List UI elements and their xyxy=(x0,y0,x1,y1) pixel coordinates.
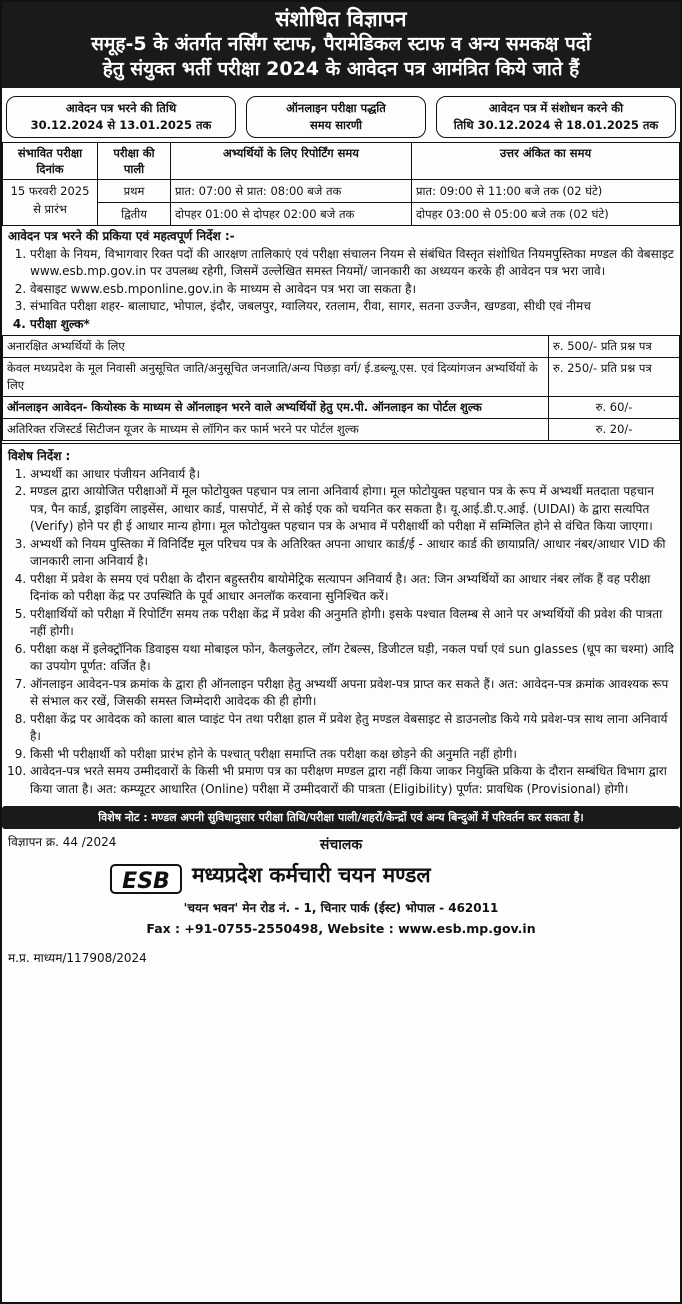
list-item: 10. आवेदन-पत्र भरते समय उम्मीदवारों के किसी भी प्रमाण पत्र का परीक्षण मण्डल द्वारा नहीं किया जाकर नियुक्ति प्रकिया के दौरान सम्बंधित विभाग द्वारा किया जाता है। अत: कम्प्यूटर आधारित (Online) परीक्षा में उम्मीदवारों की पात्रता (Eligibility) पूर्णत: प्रावधिक (Provisional) होगी। xyxy=(30,763,674,798)
contact-line: Fax : +91-0755-2550498, Website : www.esb.mp.gov.in xyxy=(146,921,536,936)
exam-date-cell: 15 फरवरी 2025 से प्रारंभ xyxy=(3,180,98,226)
reporting-time-cell: दोपहर 01:00 से दोपहर 02:00 बजे तक xyxy=(171,203,412,226)
list-item: 4. परीक्षा शुल्क* xyxy=(30,316,674,334)
header-banner xyxy=(2,2,680,88)
shift-cell: द्वितीय xyxy=(98,203,171,226)
fee-desc: ऑनलाइन आवेदन- कियोस्क के माध्यम से ऑनलाइन भरने वाले अभ्यर्थियों हेतु एम.पी. ऑनलाइन का पोर्टल शुल्क xyxy=(3,397,549,419)
online-method-sub: समय सारणी xyxy=(309,118,363,132)
subtitle-line-2: हेतु संयुक्त भर्ती परीक्षा 2024 के आवेदन पत्र आमंत्रित किये जाते हैं xyxy=(102,58,580,80)
apply-date-label: आवेदन पत्र भरने की तिथि xyxy=(65,101,177,115)
process-list xyxy=(8,246,674,334)
online-method-box xyxy=(246,96,426,138)
list-item: 2. मण्डल द्वारा आयोजित परीक्षाओं में मूल फोटोयुक्त पहचान पत्र लाना अनिवार्य होगा। मूल फोटोयुक्त पहचान पत्र के रूप में अभ्यर्थी मतदाता पहचान पत्र, पैन कार्ड, ड्राइविंग लाइसेंस, आधार कार्ड, पासपोर्ट, में से कोई एक को चयनित कर सकता है। यू.आई.डी.ए.आई. (UIDAI) के द्वारा सत्यपित (Verify) होने पर ही ई आधार मान्य होगा। मूल फोटोयुक्त पहचान पत्र के अभाव में परीक्षार्थी को परीक्षा में सम्मिलित होने से वंचित किया जाएगा। xyxy=(30,483,674,536)
list-item: 6. परीक्षा कक्ष में इलेक्ट्रॉनिक डिवाइस यथा मोबाइल फोन, कैलकुलेटर, लॉग टेबल्स, डिजीटल घड़ी, नकल पर्चा एवं sun glasses (धूप का चश्मा) आदि का उपयोग पूर्णत: वर्जित है। xyxy=(30,641,674,676)
director-label: संचालक xyxy=(319,837,363,853)
fee-amount: रु. 500/- प्रति प्रश्न पत्र xyxy=(549,336,680,358)
fee-amount: रु. 60/- xyxy=(549,397,680,419)
table-row xyxy=(3,336,680,358)
special-list xyxy=(8,466,674,799)
list-item: 7. ऑनलाइन आवेदन-पत्र क्रमांक के द्वारा ही ऑनलाइन परीक्षा हेतु अभ्यर्थी अपना प्रवेश-पत्र प्राप्त कर सकते हैं। अत: आवेदन-पत्र क्रमांक आवश्यक रूप से संभाल कर रखें, जिसकी समस्त जिम्मेदारी आवेदक की ही होगी। xyxy=(30,676,674,711)
special-note-banner: विशेष नोट : मण्डल अपनी सुविधानुसार परीक्षा तिथि/परीक्षा पाली/शहरों/केन्द्रों एवं अन्य बिन्दुओं में परिवर्तन कर सकता है। xyxy=(2,806,680,829)
table-row xyxy=(3,180,680,203)
answer-time-cell: प्रात: 09:00 से 11:00 बजे तक (02 घंटे) xyxy=(412,180,680,203)
schedule-header: उत्तर अंकित का समय xyxy=(412,143,680,180)
list-item: 3. संभावित परीक्षा शहर- बालाघाट, भोपाल, इंदौर, जबलपुर, ग्वालियर, रतलाम, रीवा, सागर, सतना उज्जैन, खण्डवा, सीधी एवं नीमच xyxy=(30,298,674,316)
process-section xyxy=(2,226,680,335)
edit-date-value: तिथि 30.12.2024 से 18.01.2025 तक xyxy=(453,118,659,132)
apply-date-value: 30.12.2024 से 13.01.2025 तक xyxy=(30,118,212,132)
online-method-label: ऑनलाइन परीक्षा पद्धति xyxy=(286,101,386,115)
publication-number: म.प्र. माध्यम/117908/2024 xyxy=(8,951,147,965)
schedule-header: संभावित परीक्षा दिनांक xyxy=(3,143,98,180)
edit-date-box xyxy=(436,96,676,138)
list-item: 2. वेबसाइट www.esb.mponline.gov.in के माध्यम से आवेदन पत्र भरा जा सकता है। xyxy=(30,281,674,299)
fee-table xyxy=(2,335,680,441)
page-title: संशोधित विज्ञापन xyxy=(275,7,407,31)
schedule-header: परीक्षा की पाली xyxy=(98,143,171,180)
list-item: 9. किसी भी परीक्षार्थी को परीक्षा प्रारंभ होने के पश्चात् परीक्षा समाप्ति तक परीक्षा कक्ष छोड़ने की अनुमति नहीं होगी। xyxy=(30,746,674,764)
date-boxes xyxy=(2,88,680,142)
esb-logo xyxy=(110,863,182,899)
apply-date-box xyxy=(6,96,236,138)
table-row xyxy=(3,358,680,397)
fee-desc: अतिरिक्त रजिस्टर्ड सिटीजन यूजर के माध्यम से लॉगिन कर फार्म भरने पर पोर्टल शुल्क xyxy=(3,419,549,441)
special-heading: विशेष निर्देश : xyxy=(8,449,71,463)
list-item: 8. परीक्षा केंद्र पर आवेदक को काला बाल प्वाइंट पेन तथा परीक्षा हाल में प्रवेश हेतु मण्डल वेबसाइट से डाउनलोड किये गये प्रवेश-पत्र साथ लाना अनिवार्य है। xyxy=(30,711,674,746)
footer xyxy=(2,833,680,993)
schedule-header: अभ्यर्थियों के लिए रिपोर्टिंग समय xyxy=(171,143,412,180)
exam-schedule-table xyxy=(2,142,680,226)
list-item: 5. परीक्षार्थियों को परीक्षा में रिपोर्टिंग समय तक परीक्षा केंद्र में प्रवेश की अनुमति होगी। इसके पश्चात विलम्ब से आने पर अभ्यर्थियों की प्रवेश की पात्रता नहीं होगी। xyxy=(30,606,674,641)
list-item: 4. परीक्षा में प्रवेश के समय एवं परीक्षा के दौरान बहुस्तरीय बायोमेट्रिक सत्यापन अनिवार्य है। अत: जिन अभ्यर्थियों का आधार नंबर लॉक हैं वह परीक्षा दिनांक को परीक्षा केंद्र पर उपस्थिति के पूर्व आधार अनलॉक करवाना सुनिश्चित करें। xyxy=(30,571,674,606)
subtitle-line-1: समूह-5 के अंतर्गत नर्सिंग स्टाफ, पैरामेडिकल स्टाफ व अन्य समकक्ष पदों xyxy=(91,33,591,55)
answer-time-cell: दोपहर 03:00 से 05:00 बजे तक (02 घंटे) xyxy=(412,203,680,226)
fee-desc: अनारक्षित अभ्यर्थियों के लिए xyxy=(3,336,549,358)
shift-cell: प्रथम xyxy=(98,180,171,203)
advertisement-number: विज्ञापन क्र. 44 /2024 xyxy=(8,835,117,849)
organization-address: 'चयन भवन' मेन रोड नं. - 1, चिनार पार्क (ईस्ट) भोपाल - 462011 xyxy=(183,901,499,915)
edit-date-label: आवेदन पत्र में संशोधन करने की xyxy=(488,101,624,115)
fee-amount: रु. 250/- प्रति प्रश्न पत्र xyxy=(549,358,680,397)
list-item: 1. अभ्यर्थी का आधार पंजीयन अनिवार्य है। xyxy=(30,466,674,484)
organization-name: मध्यप्रदेश कर्मचारी चयन मण्डल xyxy=(192,863,431,887)
special-instructions xyxy=(2,443,680,800)
process-heading: आवेदन पत्र भरने की प्रकिया एवं महत्वपूर्ण निर्देश :- xyxy=(8,229,235,243)
table-row xyxy=(3,203,680,226)
list-item: 1. परीक्षा के नियम, विभागवार रिक्त पदों की आरक्षण तालिकाएं एवं परीक्षा संचालन नियम से संबंधित विस्तृत संशोधित नियमपुस्तिका मण्डल की वेबसाइट www.esb.mp.gov.in पर उपलब्ध रहेगी, जिसमें उल्लेखित समस्त नियमों/ जानकारी का अध्ययन करके ही आवेदन पत्र भरा जावे। xyxy=(30,246,674,281)
table-row xyxy=(3,419,680,441)
fee-amount: रु. 20/- xyxy=(549,419,680,441)
table-row xyxy=(3,397,680,419)
list-item: 3. अभ्यर्थी को नियम पुस्तिका में विनिर्दिष्ट मूल परिचय पत्र के अतिरिक्त अपना आधार कार्ड/ई - आधार कार्ड की छायाप्रति/ आधार नंबर/आधार VID की जानकारी लाना अनिवार्य है। xyxy=(30,536,674,571)
reporting-time-cell: प्रात: 07:00 से प्रात: 08:00 बजे तक xyxy=(171,180,412,203)
logo-text: ESB xyxy=(122,869,170,894)
fee-desc: केवल मध्यप्रदेश के मूल निवासी अनुसूचित जाति/अनुसूचित जनजाति/अन्य पिछड़ा वर्ग/ ई.डब्ल्यू.एस. एवं दिव्यांगजन अभ्यर्थियों के लिए xyxy=(3,358,549,397)
